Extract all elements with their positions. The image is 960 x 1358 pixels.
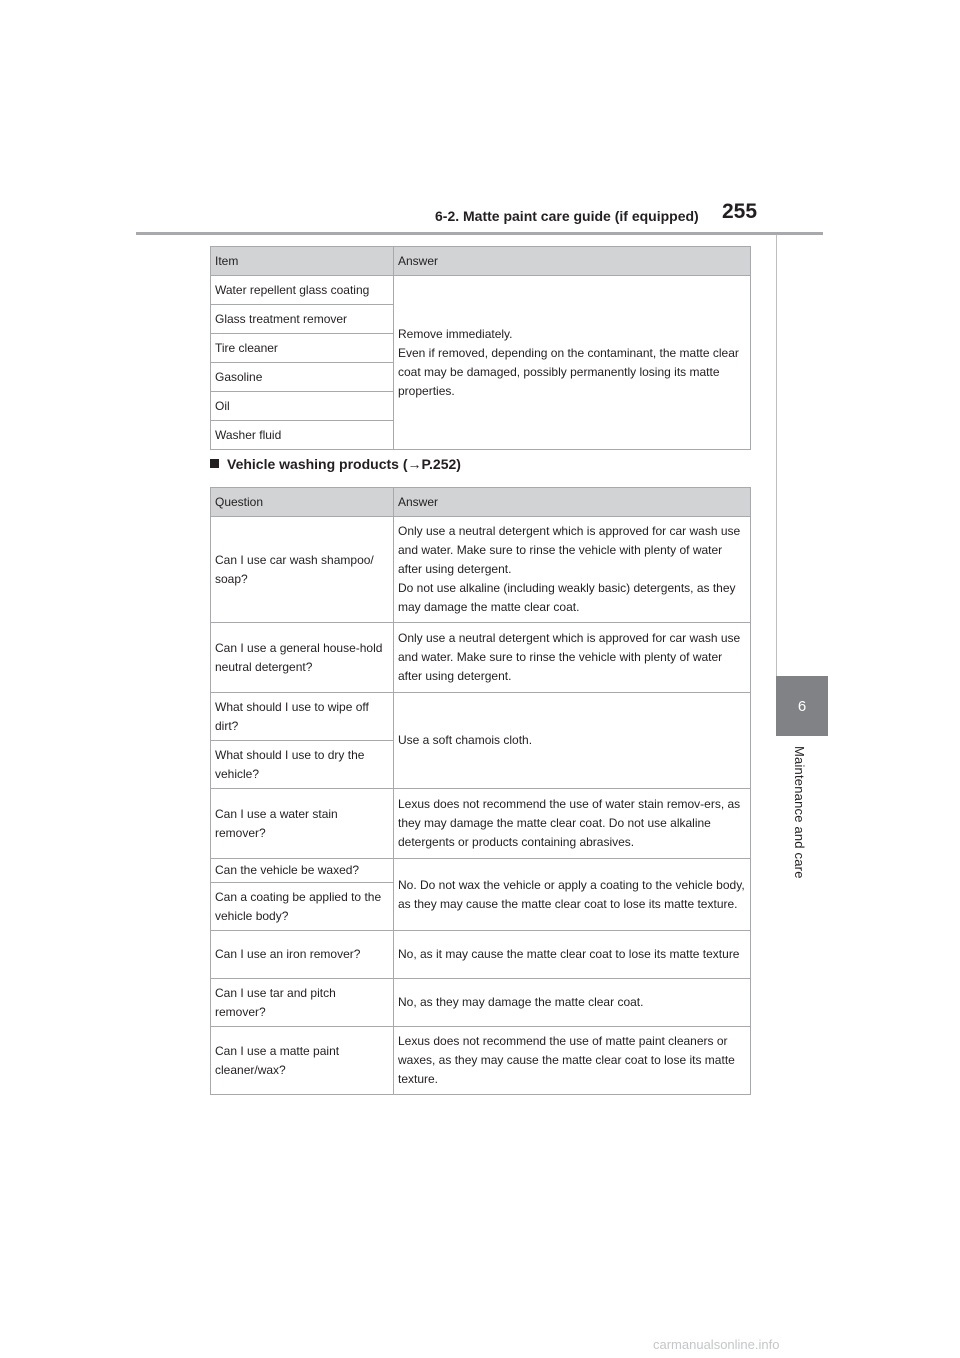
table-row bbox=[211, 1027, 751, 1095]
table-header-row bbox=[211, 247, 751, 276]
item-cell: Tire cleaner bbox=[211, 334, 394, 363]
question-cell: Can a coating be applied to the vehicle body? bbox=[211, 883, 394, 931]
question-cell: Can I use a water stain remover? bbox=[211, 789, 394, 859]
question-cell: Can the vehicle be waxed? bbox=[211, 859, 394, 883]
question-cell: Can I use tar and pitch remover? bbox=[211, 979, 394, 1027]
table-row bbox=[211, 623, 751, 693]
column-header: Answer bbox=[394, 247, 751, 276]
question-cell: What should I use to dry the vehicle? bbox=[211, 741, 394, 789]
table-row bbox=[211, 693, 751, 741]
table-row bbox=[211, 789, 751, 859]
chapter-number: 6 bbox=[797, 697, 807, 715]
table-header-row bbox=[211, 488, 751, 517]
answer-cell: No, as it may cause the matte clear coat to lose its matte texture bbox=[394, 931, 751, 979]
answer-cell: Use a soft chamois cloth. bbox=[394, 693, 751, 789]
table-row bbox=[211, 276, 751, 305]
answer-cell: No, as they may damage the matte clear coat. bbox=[394, 979, 751, 1027]
item-cell: Water repellent glass coating bbox=[211, 276, 394, 305]
square-bullet-icon bbox=[210, 459, 219, 468]
watermark: carmanualsonline.info bbox=[653, 1337, 780, 1352]
contaminant-table bbox=[210, 246, 751, 450]
answer-cell: Lexus does not recommend the use of matte paint cleaners or waxes, as they may cause the matte clear coat to lose its matte texture. bbox=[394, 1027, 751, 1095]
answer-cell: Lexus does not recommend the use of water stain remov-ers, as they may damage the matte clear coat. Do not use alkaline detergents or products containing abrasives. bbox=[394, 789, 751, 859]
question-cell: What should I use to wipe off dirt? bbox=[211, 693, 394, 741]
section-title: 6-2. Matte paint care guide (if equipped) bbox=[435, 208, 699, 224]
question-cell: Can I use a matte paint cleaner/wax? bbox=[211, 1027, 394, 1095]
answer-cell: Only use a neutral detergent which is approved for car wash use and water. Make sure to rinse the vehicle with plenty of water after using detergent. bbox=[394, 623, 751, 693]
chapter-label: Maintenance and care bbox=[792, 746, 807, 879]
chapter-tab bbox=[776, 676, 828, 736]
answer-cell: Only use a neutral detergent which is approved for car wash use and water. Make sure to rinse the vehicle with plenty of water after using detergent. Do not use alkaline (including weakly basic) detergents, as they may damage the matte clear coat. bbox=[394, 517, 751, 623]
question-cell: Can I use a general house-hold neutral detergent? bbox=[211, 623, 394, 693]
question-cell: Can I use an iron remover? bbox=[211, 931, 394, 979]
table-row bbox=[211, 517, 751, 623]
page-number: 255 bbox=[722, 200, 758, 223]
side-divider bbox=[776, 235, 777, 676]
item-cell: Glass treatment remover bbox=[211, 305, 394, 334]
table-row bbox=[211, 859, 751, 883]
column-header: Answer bbox=[394, 488, 751, 517]
item-cell: Washer fluid bbox=[211, 421, 394, 450]
section-heading bbox=[210, 456, 461, 472]
question-cell: Can I use car wash shampoo/ soap? bbox=[211, 517, 394, 623]
section-heading-text: Vehicle washing products (→P.252) bbox=[227, 456, 461, 472]
item-cell: Oil bbox=[211, 392, 394, 421]
washing-products-table bbox=[210, 487, 751, 1095]
table-row bbox=[211, 931, 751, 979]
answer-cell: Remove immediately. Even if removed, depending on the contaminant, the matte clear coat may be damaged, possibly permanently losing its matte properties. bbox=[394, 276, 751, 450]
column-header: Item bbox=[211, 247, 394, 276]
item-cell: Gasoline bbox=[211, 363, 394, 392]
header-divider bbox=[136, 232, 823, 235]
answer-cell: No. Do not wax the vehicle or apply a coating to the vehicle body, as they may cause the matte clear coat to lose its matte texture. bbox=[394, 859, 751, 931]
table-row bbox=[211, 979, 751, 1027]
column-header: Question bbox=[211, 488, 394, 517]
